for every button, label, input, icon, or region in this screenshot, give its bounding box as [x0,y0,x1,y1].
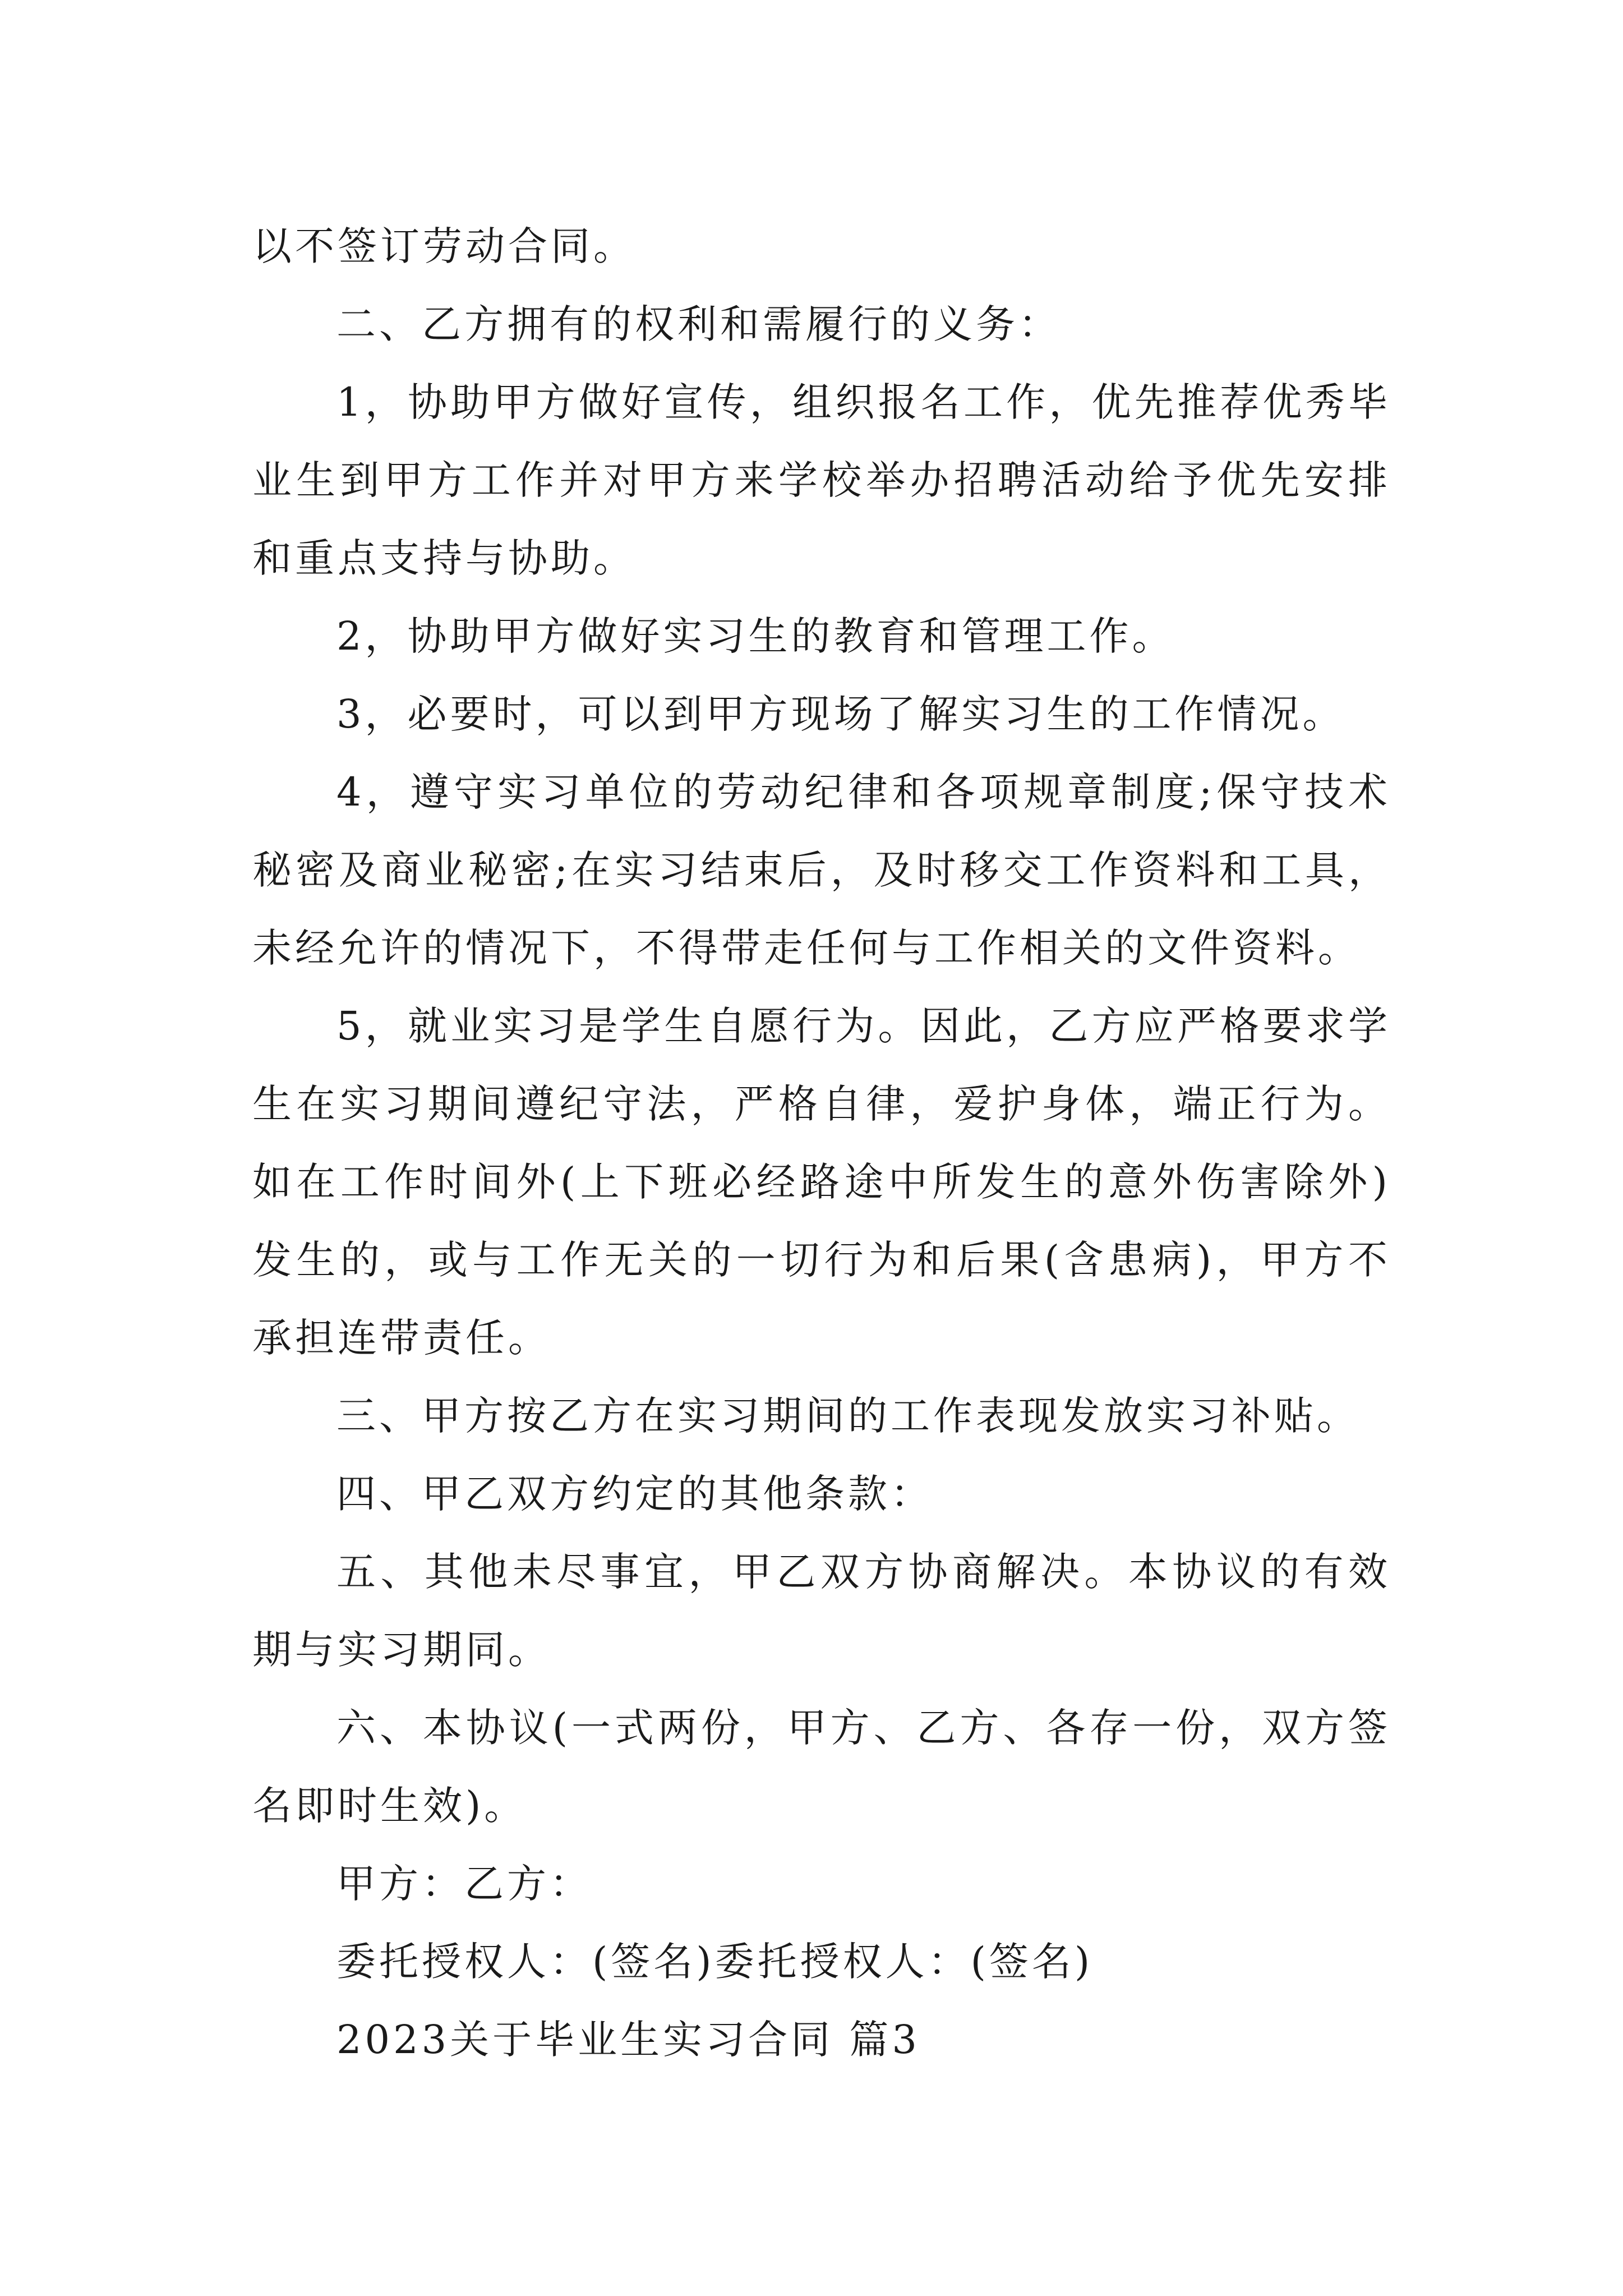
document-body [252,208,1391,2079]
next-section-title: 2023关于毕业生实习合同 篇3 [336,2017,920,2063]
section-4: 四、甲乙双方约定的其他条款： [336,1471,933,1517]
clause-2-2: 2，协助甲方做好实习生的教育和管理工作。 [336,613,1175,659]
party-labels: 甲方：乙方： [336,1861,592,1907]
authorized-signers: 委托授权人：(签名)委托授权人：(签名) [336,1939,1094,1985]
section-heading-2: 二、乙方拥有的权利和需履行的义务： [336,301,1061,347]
clause-2-1: 1，协助甲方做好宣传，组织报名工作，优先推荐优秀毕业生到甲方工作并对甲方来学校举办招聘活动给予优先安排和重点支持与协助。 [252,379,1391,581]
section-3: 三、甲方按乙方在实习期间的工作表现发放实习补贴。 [336,1393,1359,1439]
clause-2-3: 3，必要时，可以到甲方现场了解实习生的工作情况。 [336,691,1345,737]
section-6: 六、本协议(一式两份，甲方、乙方、各存一份，双方签名即时生效)。 [252,1705,1391,1829]
paragraph-continuation: 以不签订劳动合同。 [252,223,636,269]
clause-2-4: 4，遵守实习单位的劳动纪律和各项规章制度;保守技术秘密及商业秘密;在实习结束后，及时移交工作资料和工具，未经允许的情况下，不得带走任何与工作相关的文件资料。 [252,769,1391,971]
clause-2-5: 5，就业实习是学生自愿行为。因此，乙方应严格要求学生在实习期间遵纪守法，严格自律，爱护身体，端正行为。如在工作时间外(上下班必经路途中所发生的意外伤害除外)发生的，或与工作无关的一切行为和后果(含患病)，甲方不承担连带责任。 [252,1003,1391,1361]
section-5: 五、其他未尽事宜，甲乙双方协商解决。本协议的有效期与实习期同。 [252,1549,1391,1673]
